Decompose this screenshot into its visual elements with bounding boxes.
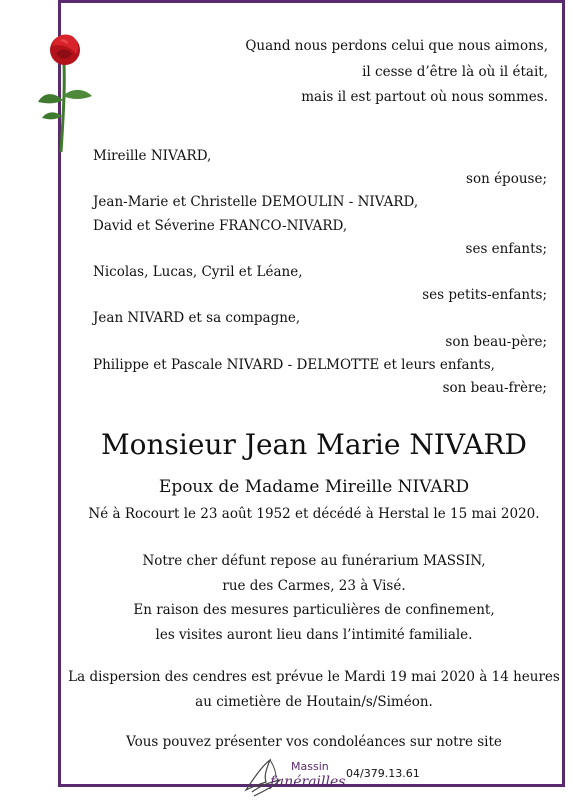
condolences-line: Vous pouvez présenter vos condoléances sur notre site xyxy=(126,734,502,750)
repose-line: les visites auront lieu dans l’intimité familiale. xyxy=(155,626,473,643)
poem-line: il cesse d’être là où il était, xyxy=(362,63,548,80)
dispersion-line: La dispersion des cendres est prévue le Mardi 19 mai 2020 à 14 heures xyxy=(68,669,560,685)
dispersion-line: au cimetière de Houtain/s/Siméon. xyxy=(195,693,433,710)
family-relation: ses petits-enfants; xyxy=(422,287,547,304)
rose-icon xyxy=(34,30,96,154)
logo-subtitle: funérailles xyxy=(270,774,346,790)
family-line: David et Séverine FRANCO-NIVARD, xyxy=(93,217,348,234)
deceased-name: Monsieur Jean Marie NIVARD xyxy=(100,428,527,461)
family-line: Mireille NIVARD, xyxy=(93,148,212,164)
repose-line: En raison des mesures particulières de confinement, xyxy=(133,602,495,619)
repose-line: rue des Carmes, 23 à Visé. xyxy=(222,577,406,594)
spouse-line: Epoux de Madame Mireille NIVARD xyxy=(158,477,470,497)
repose-line: Notre cher défunt repose au funérarium MASSIN, xyxy=(142,553,486,569)
phone-number: 04/379.13.61 xyxy=(346,767,420,780)
dispersion-block xyxy=(64,665,564,714)
family-relation: son beau-père; xyxy=(445,333,547,350)
family-list xyxy=(93,145,547,400)
repose-block xyxy=(64,549,564,647)
poem xyxy=(218,34,548,111)
logo-name: Massin xyxy=(291,760,329,773)
family-relation: son beau-frère; xyxy=(442,380,547,397)
family-line: Nicolas, Lucas, Cyril et Léane, xyxy=(93,264,303,281)
family-relation: ses enfants; xyxy=(465,240,547,257)
family-line: Philippe et Pascale NIVARD - DELMOTTE et leurs enfants, xyxy=(93,356,495,373)
poem-line: mais il est partout où nous sommes. xyxy=(301,89,548,105)
family-relation: son épouse; xyxy=(466,171,547,188)
poem-line: Quand nous perdons celui que nous aimons, xyxy=(245,38,548,54)
dates-line: Né à Rocourt le 23 août 1952 et décédé à Herstal le 15 mai 2020. xyxy=(88,506,540,522)
family-line: Jean NIVARD et sa compagne, xyxy=(93,310,301,327)
family-line: Jean-Marie et Christelle DEMOULIN - NIVARD, xyxy=(93,194,419,211)
